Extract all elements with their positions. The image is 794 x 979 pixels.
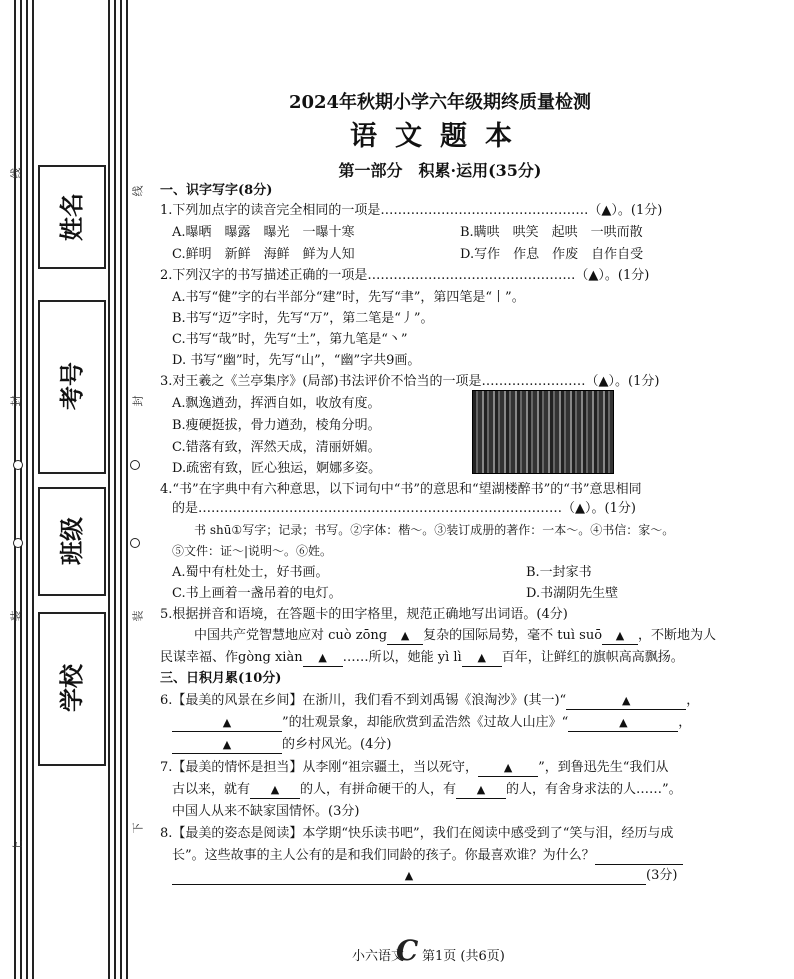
q5-text: 复杂的国际局势，毫不 tuì suō [423, 628, 603, 643]
section-heading: 三、日积月累(10分) [160, 671, 282, 686]
exam-number-label: 考号 [57, 362, 86, 410]
exam-title: 2024年秋期小学六年级期终质量检测 [288, 92, 592, 113]
q2-option-c: C.书写“哉”时，先写“土”，第九笔是“丶” [172, 332, 408, 347]
question-3: 3.对王羲之《兰亭集序》(局部)书法评价不恰当的一项是……………………（▲）。(1分) [160, 374, 660, 389]
q6-text: 的乡村风光。(4分) [282, 737, 392, 752]
seal-mark-2: 封 [131, 395, 145, 407]
answer-blank[interactable]: ▲ [387, 628, 423, 645]
q2-option-b: B.书写“迈”字时，先写“万”，第二笔是“丿”。 [172, 311, 434, 326]
q2-option-a: A.书写“健”字的右半部分“建”时，先写“聿”，第四笔是“丨”。 [172, 290, 525, 305]
q7-line-2 [172, 782, 682, 799]
q8-line-2 [172, 848, 683, 865]
question-4-cont: 的是…………………………………………………………………………（▲）。(1分) [172, 501, 636, 516]
answer-blank[interactable]: ▲ [568, 715, 678, 732]
q1-option-c: C.鲜明 新鲜 海鲜 鲜为人知 [172, 247, 355, 262]
q6-text: ”的壮观景象，却能欣赏到孟浩然《过故人山庄》“ [282, 715, 569, 730]
q5-text: ，不断地为人 [638, 628, 717, 643]
answer-blank[interactable]: ▲ [456, 782, 506, 799]
q1-option-d: D.写作 作息 作废 自作自受 [460, 247, 644, 262]
q5-text: ……所以，她能 yì lì [342, 650, 462, 665]
question-5: 5.根据拼音和语境，在答题卡的田字格里，规范正确地写出词语。(4分) [160, 607, 568, 622]
q1-option-b: B.瞒哄 哄笑 起哄 一哄而散 [460, 225, 643, 240]
dictionary-entry: 书 shū①写字；记录；书写。②字体：楷～。③装订成册的著作：一本～。④书信：家～。 [194, 523, 675, 537]
question-8: 8.【最美的姿态是阅读】本学期“快乐读书吧”，我们在阅读中感受到了“笑与泪，经历与成 [160, 826, 674, 841]
answer-blank[interactable]: ▲ [172, 737, 282, 754]
bind-hole [130, 538, 140, 548]
line-mark-2: 线 [131, 185, 145, 197]
q7-line-3: 中国人从来不缺家国情怀。(3分) [172, 804, 360, 819]
answer-blank[interactable] [595, 848, 683, 865]
q7-line-1 [160, 760, 668, 777]
q3-option-b: B.瘦硬挺拔，骨力遒劲，棱角分明。 [172, 418, 381, 433]
q5-text: 百年，让鲜红的旗帜高高飘扬。 [501, 650, 684, 665]
answer-blank[interactable]: ▲ [478, 760, 538, 777]
q7-text: 的人，有拼命硬干的人，有 [300, 782, 457, 797]
question-7: 7.【最美的情怀是担当】从李刚“祖宗疆土，当以死守， [160, 760, 479, 775]
q7-text: 古以来，就有 [172, 782, 251, 797]
q4-option-b: B.一封家书 [526, 565, 592, 580]
part-title: 第一部分 积累·运用(35分) [338, 161, 542, 180]
answer-blank[interactable]: ▲ [172, 868, 646, 885]
name-label: 姓名 [57, 193, 86, 241]
bind-hole [130, 460, 140, 470]
line-mark: 线 [9, 167, 23, 179]
top-mark: 上 [11, 840, 25, 852]
answer-blank[interactable]: ▲ [602, 628, 638, 645]
answer-blank[interactable]: ▲ [250, 782, 300, 799]
seal-mark: 封 [9, 395, 23, 407]
answer-blank[interactable]: ▲ [462, 650, 502, 667]
name-box [38, 165, 106, 269]
exam-number-box [38, 300, 106, 474]
bind-hole [13, 538, 23, 548]
brand-logo: C [396, 934, 419, 967]
q5-text: 中国共产党智慧地应对 cuò zōng [194, 628, 388, 643]
class-label: 班级 [57, 517, 86, 565]
school-label: 学校 [57, 664, 86, 712]
q4-option-d: D.书湖阴先生壁 [526, 586, 619, 601]
q6-line-3 [172, 737, 391, 754]
q4-option-a: A.蜀中有杜处士，好书画。 [172, 565, 329, 580]
footer-page-number: 第1页 (共6页) [422, 949, 505, 964]
binding-margin [0, 0, 160, 979]
answer-blank[interactable]: ▲ [172, 715, 282, 732]
school-box [38, 612, 106, 766]
bind-hole [13, 460, 23, 470]
subject-title: 语文题本 [350, 121, 530, 152]
q2-option-d: D. 书写“幽”时，先写“山”，“幽”字共9画。 [172, 353, 421, 368]
bind-mark-2: 装 [131, 610, 145, 622]
q5-line-1 [194, 628, 716, 645]
question-1: 1.下列加点字的读音完全相同的一项是…………………………………………（▲）。(1分) [160, 203, 663, 218]
q8-score: (3分) [646, 868, 678, 883]
q5-line-2 [160, 650, 684, 667]
q7-text: 的人，有舍身求法的人……”。 [506, 782, 682, 797]
q3-option-d: D.疏密有致，匠心独运，婀娜多姿。 [172, 461, 382, 476]
section-heading: 一、识字写字(8分) [160, 183, 273, 198]
answer-blank[interactable]: ▲ [303, 650, 343, 667]
q8-text: 长”。这些故事的主人公有的是和我们同龄的孩子。你最喜欢谁？为什么？ [172, 848, 595, 863]
q6-line-1: 6.【最美的风景在乡间】在浙川，我们看不到刘禹锡《浪淘沙》(其一)“ ▲ ， [160, 693, 700, 708]
q6-line-2: ▲ ”的壮观景象，却能欣赏到孟浩然《过故人山庄》“ ▲ ， [172, 715, 691, 732]
answer-blank[interactable]: ▲ [566, 693, 686, 710]
footer-subject: 小六语文 [352, 949, 405, 964]
class-box [38, 487, 106, 596]
bind-mark: 装 [9, 610, 23, 622]
question-4: 4.“书”在字典中有六种意思，以下词句中“书”的意思和“望湖楼醉书”的“书”意思相同 [160, 482, 642, 497]
question-2: 2.下列汉字的书写描述正确的一项是…………………………………………（▲）。(1分) [160, 268, 650, 283]
question-6: 6.【最美的风景在乡间】在浙川，我们看不到刘禹锡《浪淘沙》(其一)“ [160, 693, 567, 708]
q3-option-c: C.错落有致，浑然天成，清丽妍媚。 [172, 440, 381, 455]
q1-option-a: A.曝晒 曝露 曝光 一曝十寒 [172, 225, 355, 240]
q8-line-3 [172, 868, 677, 885]
q3-option-a: A.飘逸遒劲，挥洒自如，收放有度。 [172, 396, 381, 411]
q7-text: ”，到鲁迅先生“我们从 [538, 760, 669, 775]
calligraphy-image [472, 390, 614, 474]
q4-option-c: C.书上画着一盏吊着的电灯。 [172, 586, 342, 601]
down-mark: 下 [131, 822, 145, 834]
dictionary-entry-cont: ⑤文件：证～|说明～。⑥姓。 [172, 544, 333, 558]
q5-text: 民谋幸福、作gòng xiàn [160, 650, 303, 665]
